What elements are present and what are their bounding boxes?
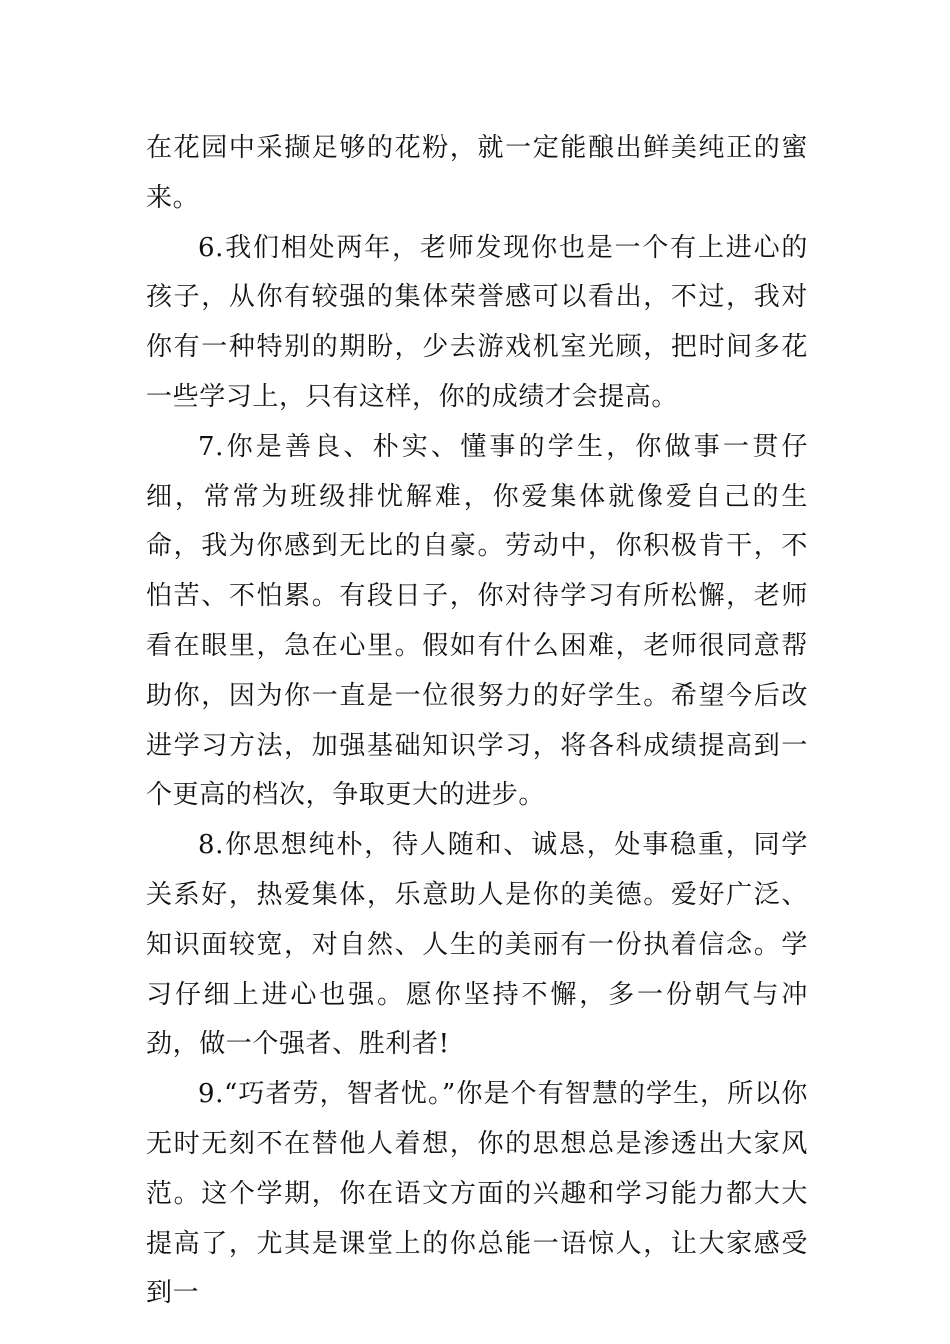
paragraph-8: 8.你思想纯朴，待人随和、诚恳，处事稳重，同学关系好，热爱集体，乐意助人是你的美德。爱好广泛、知识面较宽，对自然、人生的美丽有一份执着信念。学习仔细上进心也强。愿你坚持不懈，多一份朝气与冲劲，做一个强者、胜利者! [146, 830, 808, 1060]
paragraph-5-continuation: 在花园中采撷足够的花粉，就一定能酿出鲜美纯正的蜜来。 [146, 133, 808, 213]
paragraph-9: 9.“巧者劳，智者忧。”你是个有智慧的学生，所以你无时无刻不在替他人着想，你的思想总是渗透出大家风范。这个学期，你在语文方面的兴趣和学习能力都大大提高了，尤其是课堂上的你总能一语惊人，让大家感受到一 [146, 1079, 808, 1309]
paragraph-6: 6.我们相处两年，老师发现你也是一个有上进心的孩子，从你有较强的集体荣誉感可以看出，不过，我对你有一种特别的期盼，少去游戏机室光顾，把时间多花一些学习上，只有这样，你的成绩才会提高。 [146, 232, 808, 412]
document-body [146, 124, 808, 1319]
paragraph-7: 7.你是善良、朴实、懂事的学生，你做事一贯仔细，常常为班级排忧解难，你爱集体就像爱自己的生命，我为你感到无比的自豪。劳动中，你积极肯干，不怕苦、不怕累。有段日子，你对待学习有所松懈，老师看在眼里，急在心里。假如有什么困难，老师很同意帮助你，因为你一直是一位很努力的好学生。希望今后改进学习方法，加强基础知识学习，将各科成绩提高到一个更高的档次，争取更大的进步。 [146, 431, 808, 811]
